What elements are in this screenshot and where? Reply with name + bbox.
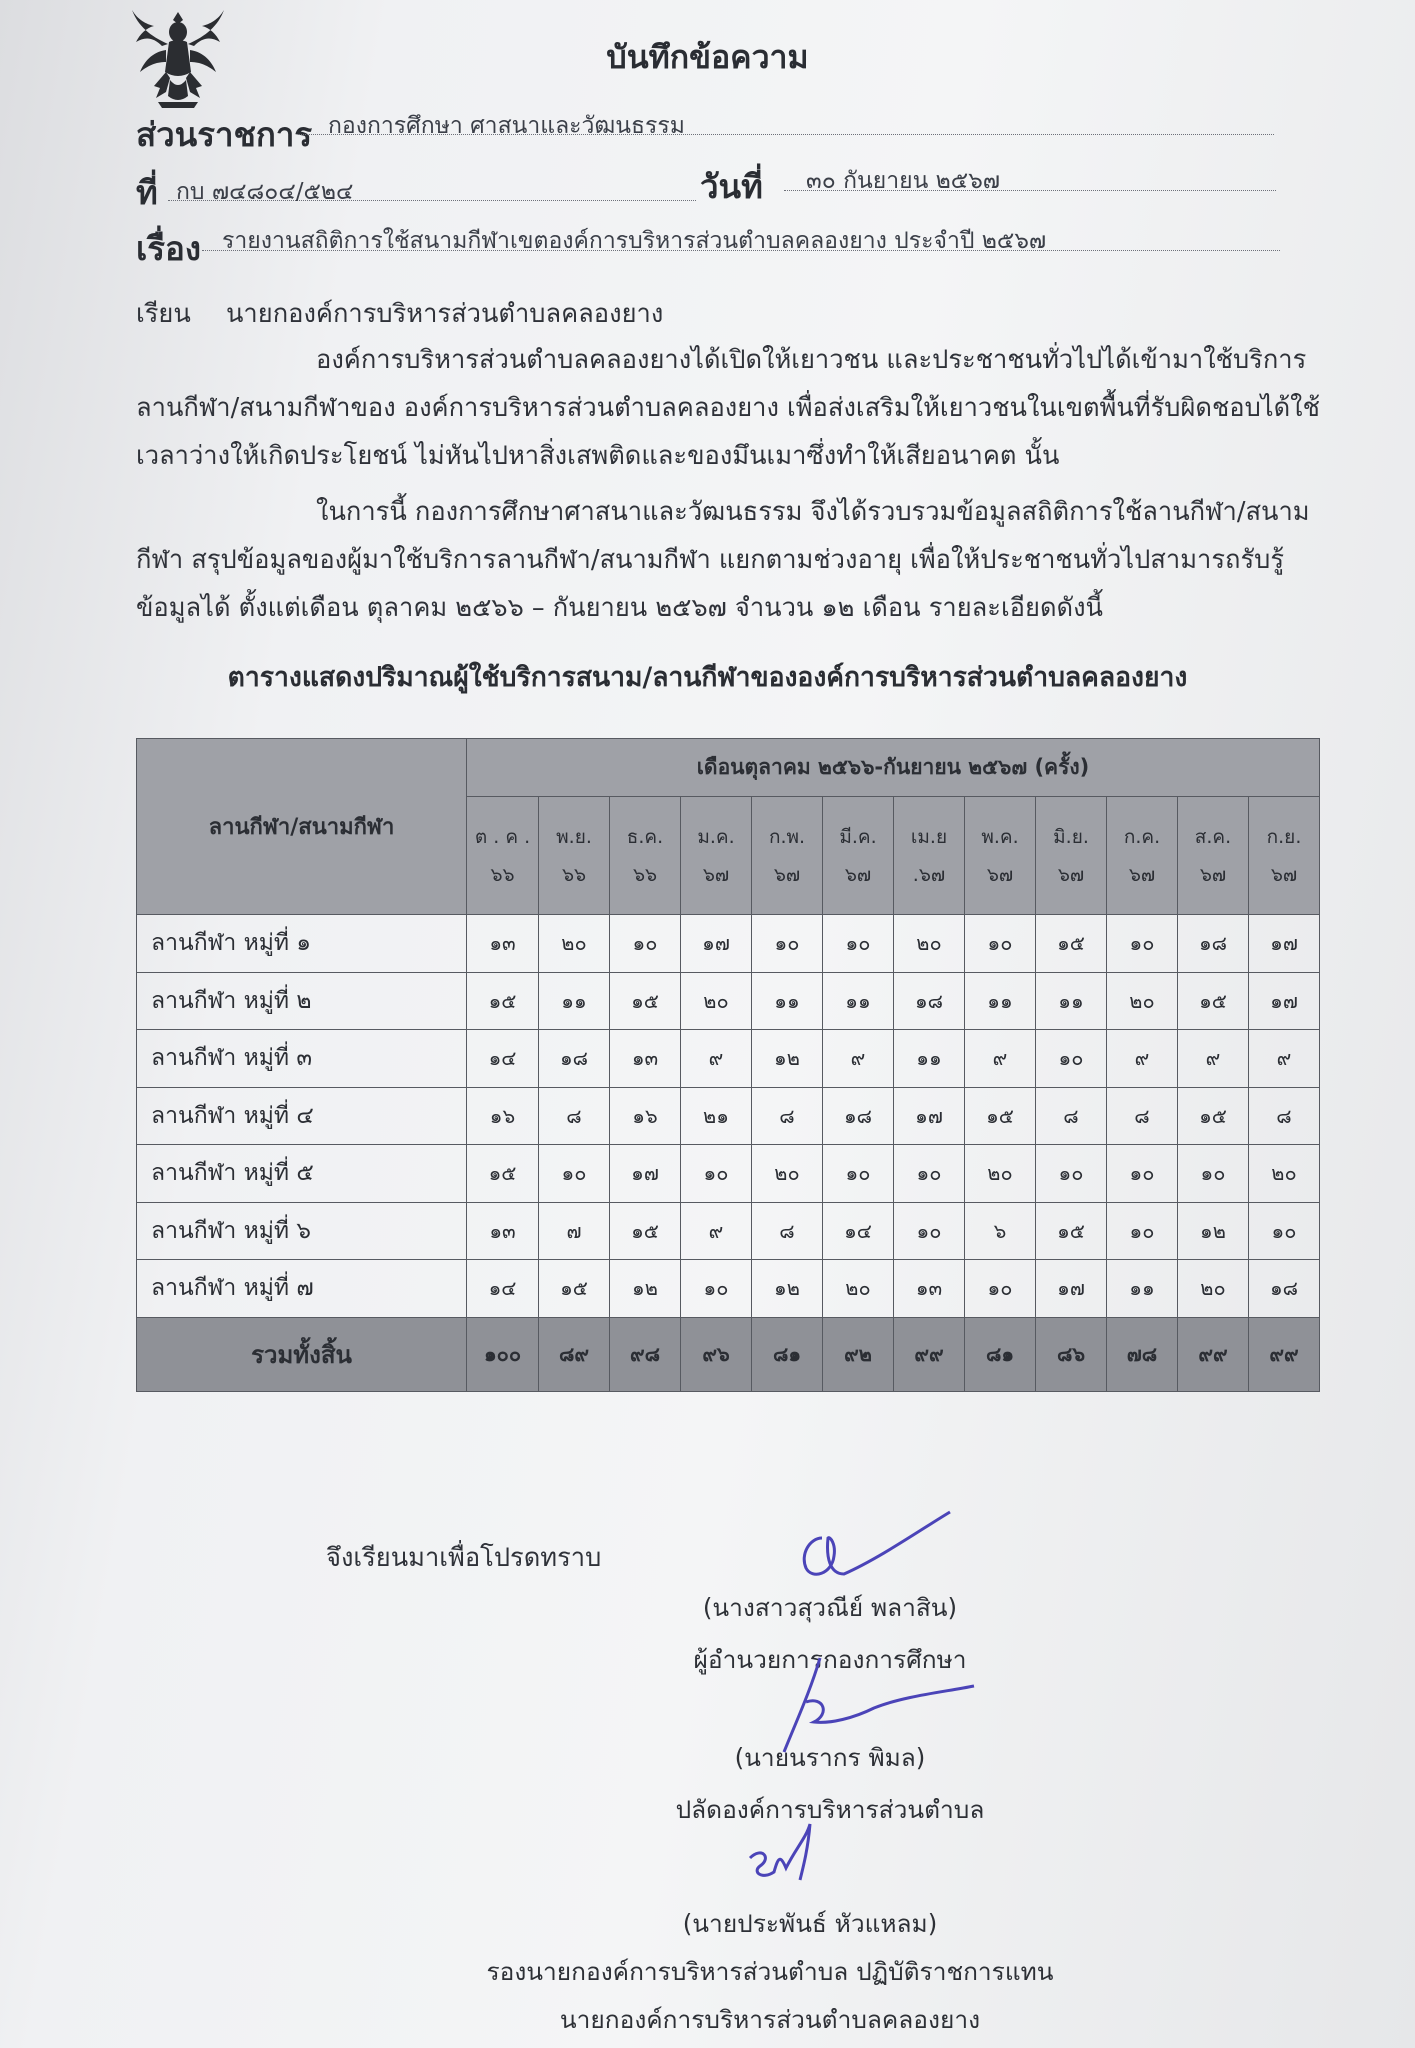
paragraph-1-line-2: ลานกีฬา/สนามกีฬาของ องค์การบริหารส่วนตำบลคลองยาง เพื่อส่งเสริมให้เยาวชนในเขตพื้นที่รับผิดชอบได้ใช้ xyxy=(136,393,1320,423)
total-label: รวมทั้งสิ้น xyxy=(137,1317,467,1391)
usage-count-cell: ๑๕ xyxy=(965,1087,1036,1145)
total-row xyxy=(137,1317,1320,1391)
usage-statistics-table xyxy=(136,738,1320,1392)
usage-count-cell: ๒๐ xyxy=(1178,1260,1249,1318)
usage-count-cell: ๑๓ xyxy=(610,1030,681,1088)
month-header xyxy=(1249,797,1320,915)
period-header: เดือนตุลาคม ๒๕๖๖-กันยายน ๒๕๖๗ (ครั้ง) xyxy=(467,739,1320,797)
usage-count-cell: ๑๑ xyxy=(1107,1260,1178,1318)
usage-count-cell: ๘ xyxy=(1249,1087,1320,1145)
venue-name: ลานกีฬา หมู่ที่ ๕ xyxy=(137,1145,467,1203)
memo-subject: รายงานสถิติการใช้สนามกีฬาเขตองค์การบริหารส่วนตำบลคลองยาง ประจำปี ๒๕๖๗ xyxy=(222,228,1047,254)
total-cell: ๘๑ xyxy=(965,1317,1036,1391)
month-year: ๖๗ xyxy=(844,863,872,886)
usage-count-cell: ๑๗ xyxy=(894,1087,965,1145)
venue-name: ลานกีฬา หมู่ที่ ๖ xyxy=(137,1202,467,1260)
signer-1-name: (นางสาวสุวณีย์ พลาสิน) xyxy=(702,1593,958,1622)
usage-count-cell: ๘ xyxy=(1107,1087,1178,1145)
usage-count-cell: ๘ xyxy=(752,1202,823,1260)
usage-count-cell: ๙ xyxy=(823,1030,894,1088)
reference-number: กบ ๗๔๘๐๔/๕๒๔ xyxy=(176,179,354,205)
usage-count-cell: ๙ xyxy=(1178,1030,1249,1088)
paragraph-1-line-3: เวลาว่างให้เกิดประโยชน์ ไม่หันไปหาสิ่งเสพติดและของมึนเมาซึ่งทำให้เสียอนาคต นั้น xyxy=(136,441,1060,471)
month-label: มิ.ย. xyxy=(1053,825,1089,848)
month-label: เม.ย xyxy=(910,825,948,848)
month-year: .๖๗ xyxy=(912,863,946,886)
month-year: ๖๗ xyxy=(773,863,801,886)
signer-2-name: (นายนรากร พิมล) xyxy=(734,1743,926,1772)
venue-name: ลานกีฬา หมู่ที่ ๑ xyxy=(137,915,467,973)
usage-count-cell: ๑๐ xyxy=(539,1145,610,1203)
usage-count-cell: ๑๐ xyxy=(1107,915,1178,973)
usage-count-cell: ๑๐ xyxy=(1036,1145,1107,1203)
usage-count-cell: ๑๑ xyxy=(823,972,894,1030)
usage-count-cell: ๑๐ xyxy=(1249,1202,1320,1260)
month-label: พ.ค. xyxy=(981,825,1019,848)
usage-count-cell: ๒๐ xyxy=(823,1260,894,1318)
table-row xyxy=(137,1030,1320,1088)
usage-count-cell: ๑๔ xyxy=(467,1030,539,1088)
month-label: ส.ค. xyxy=(1194,825,1232,848)
usage-count-cell: ๑๗ xyxy=(1249,915,1320,973)
usage-count-cell: ๖ xyxy=(965,1202,1036,1260)
usage-count-cell: ๑๓ xyxy=(467,1202,539,1260)
usage-count-cell: ๑๘ xyxy=(1249,1260,1320,1318)
usage-count-cell: ๑๗ xyxy=(1036,1260,1107,1318)
month-year: ๖๖ xyxy=(490,863,515,886)
month-year: ๖๗ xyxy=(1057,863,1085,886)
usage-count-cell: ๑๓ xyxy=(467,915,539,973)
month-year: ๖๗ xyxy=(702,863,730,886)
usage-count-cell: ๘ xyxy=(752,1087,823,1145)
usage-count-cell: ๑๐ xyxy=(823,1145,894,1203)
usage-count-cell: ๑๐ xyxy=(894,1202,965,1260)
memo-date: ๓๐ กันยายน ๒๕๖๗ xyxy=(806,168,1001,194)
month-year: ๖๗ xyxy=(986,863,1014,886)
month-label: ม.ค. xyxy=(697,825,735,848)
usage-count-cell: ๘ xyxy=(539,1087,610,1145)
usage-count-cell: ๙ xyxy=(681,1202,752,1260)
month-header xyxy=(823,797,894,915)
reference-label: ที่ xyxy=(136,173,158,212)
signature-1-icon xyxy=(770,1508,970,1588)
total-cell: ๘๑ xyxy=(752,1317,823,1391)
usage-count-cell: ๑๕ xyxy=(1036,915,1107,973)
usage-count-cell: ๑๐ xyxy=(752,915,823,973)
month-label: ต . ค . xyxy=(474,825,531,848)
venue-column-header: ลานกีฬา/สนามกีฬา xyxy=(137,739,467,915)
table-row xyxy=(137,915,1320,973)
table-row xyxy=(137,1087,1320,1145)
usage-count-cell: ๑๑ xyxy=(965,972,1036,1030)
usage-count-cell: ๑๑ xyxy=(1036,972,1107,1030)
total-cell: ๙๒ xyxy=(823,1317,894,1391)
agency-label: ส่วนราชการ xyxy=(136,115,313,154)
month-header xyxy=(752,797,823,915)
table-row xyxy=(137,1145,1320,1203)
signer-3-position-line-2: นายกองค์การบริหารส่วนตำบลคลองยาง xyxy=(559,2005,981,2034)
usage-count-cell: ๑๘ xyxy=(539,1030,610,1088)
signer-1-position: ผู้อำนวยการกองการศึกษา xyxy=(693,1645,967,1674)
total-cell: ๙๙ xyxy=(1249,1317,1320,1391)
usage-count-cell: ๑๕ xyxy=(1178,972,1249,1030)
subject-label: เรื่อง xyxy=(136,229,201,268)
usage-count-cell: ๑๘ xyxy=(894,972,965,1030)
total-cell: ๘๙ xyxy=(539,1317,610,1391)
usage-count-cell: ๙ xyxy=(681,1030,752,1088)
usage-count-cell: ๑๐ xyxy=(681,1145,752,1203)
total-cell: ๙๖ xyxy=(681,1317,752,1391)
month-header xyxy=(1036,797,1107,915)
closing-text: จึงเรียนมาเพื่อโปรดทราบ xyxy=(326,1543,602,1573)
agency-value: กองการศึกษา ศาสนาและวัฒนธรรม xyxy=(328,113,685,139)
month-year: ๖๗ xyxy=(1128,863,1156,886)
usage-count-cell: ๑๐ xyxy=(965,915,1036,973)
usage-count-cell: ๑๔ xyxy=(467,1260,539,1318)
usage-count-cell: ๑๐ xyxy=(1036,1030,1107,1088)
month-year: ๖๖ xyxy=(632,863,658,886)
table-row xyxy=(137,1202,1320,1260)
month-header xyxy=(539,797,610,915)
date-label: วันที่ xyxy=(700,167,763,206)
usage-count-cell: ๑๗ xyxy=(681,915,752,973)
usage-count-cell: ๙ xyxy=(965,1030,1036,1088)
usage-count-cell: ๑๕ xyxy=(610,1202,681,1260)
month-label: มี.ค. xyxy=(839,825,877,848)
usage-count-cell: ๑๑ xyxy=(752,972,823,1030)
usage-count-cell: ๑๐ xyxy=(610,915,681,973)
venue-name: ลานกีฬา หมู่ที่ ๒ xyxy=(137,972,467,1030)
month-label: ธ.ค. xyxy=(626,825,664,848)
paragraph-2-line-2: กีฬา สรุปข้อมูลของผู้มาใช้บริการลานกีฬา/สนามกีฬา แยกตามช่วงอายุ เพื่อให้ประชาชนทั่วไปสามารถรับรู้ xyxy=(136,545,1285,575)
recipient: นายกองค์การบริหารส่วนตำบลคลองยาง xyxy=(226,299,664,329)
usage-count-cell: ๒๐ xyxy=(1107,972,1178,1030)
usage-count-cell: ๒๐ xyxy=(965,1145,1036,1203)
month-header xyxy=(965,797,1036,915)
usage-count-cell: ๑๕ xyxy=(1178,1087,1249,1145)
usage-count-cell: ๑๘ xyxy=(1178,915,1249,973)
usage-count-cell: ๑๐ xyxy=(1178,1145,1249,1203)
month-year: ๖๖ xyxy=(561,863,587,886)
total-cell: ๗๘ xyxy=(1107,1317,1178,1391)
usage-count-cell: ๙ xyxy=(1107,1030,1178,1088)
total-cell: ๙๙ xyxy=(1178,1317,1249,1391)
usage-count-cell: ๑๐ xyxy=(965,1260,1036,1318)
signer-3-name: (นายประพันธ์ หัวแหลม) xyxy=(682,1909,938,1938)
usage-count-cell: ๑๗ xyxy=(610,1145,681,1203)
venue-name: ลานกีฬา หมู่ที่ ๓ xyxy=(137,1030,467,1088)
usage-count-cell: ๑๕ xyxy=(539,1260,610,1318)
total-cell: ๙๘ xyxy=(610,1317,681,1391)
month-header xyxy=(610,797,681,915)
usage-count-cell: ๑๕ xyxy=(467,1145,539,1203)
usage-count-cell: ๑๗ xyxy=(1249,972,1320,1030)
month-header xyxy=(894,797,965,915)
usage-count-cell: ๑๖ xyxy=(467,1087,539,1145)
table-row xyxy=(137,972,1320,1030)
signer-3-position-line-1: รองนายกองค์การบริหารส่วนตำบล ปฏิบัติราชการแทน xyxy=(486,1957,1054,1986)
usage-count-cell: ๒๐ xyxy=(752,1145,823,1203)
month-year: ๖๗ xyxy=(1199,863,1227,886)
month-header xyxy=(467,797,539,915)
usage-count-cell: ๑๕ xyxy=(1036,1202,1107,1260)
total-cell: ๘๖ xyxy=(1036,1317,1107,1391)
table-body xyxy=(137,915,1320,1318)
usage-count-cell: ๙ xyxy=(1249,1030,1320,1088)
salutation-label: เรียน xyxy=(136,299,191,329)
paragraph-2-line-1: ในการนี้ กองการศึกษาศาสนาและวัฒนธรรม จึงได้รวบรวมข้อมูลสถิติการใช้ลานกีฬา/สนาม xyxy=(316,497,1310,527)
usage-count-cell: ๒๐ xyxy=(539,915,610,973)
table-caption: ตารางแสดงปริมาณผู้ใช้บริการสนาม/ลานกีฬาขององค์การบริหารส่วนตำบลคลองยาง xyxy=(227,662,1188,693)
usage-count-cell: ๑๑ xyxy=(539,972,610,1030)
venue-name: ลานกีฬา หมู่ที่ ๗ xyxy=(137,1260,467,1318)
usage-count-cell: ๑๐ xyxy=(1107,1145,1178,1203)
month-year: ๖๗ xyxy=(1270,863,1298,886)
usage-count-cell: ๑๐ xyxy=(1107,1202,1178,1260)
usage-count-cell: ๑๒ xyxy=(1178,1202,1249,1260)
usage-count-cell: ๑๓ xyxy=(894,1260,965,1318)
month-header xyxy=(1178,797,1249,915)
month-header xyxy=(1107,797,1178,915)
month-label: ก.พ. xyxy=(768,825,806,848)
table-row xyxy=(137,1260,1320,1318)
signer-2-position: ปลัดองค์การบริหารส่วนตำบล xyxy=(675,1795,985,1824)
usage-count-cell: ๒๐ xyxy=(894,915,965,973)
usage-count-cell: ๑๐ xyxy=(681,1260,752,1318)
usage-count-cell: ๑๒ xyxy=(752,1260,823,1318)
month-label: ก.ย. xyxy=(1266,825,1302,848)
usage-count-cell: ๑๑ xyxy=(894,1030,965,1088)
month-label: ก.ค. xyxy=(1123,825,1161,848)
paragraph-1-line-1: องค์การบริหารส่วนตำบลคลองยางได้เปิดให้เยาวชน และประชาชนทั่วไปได้เข้ามาใช้บริการ xyxy=(316,345,1307,375)
usage-count-cell: ๑๐ xyxy=(894,1145,965,1203)
usage-count-cell: ๑๔ xyxy=(823,1202,894,1260)
usage-count-cell: ๗ xyxy=(539,1202,610,1260)
usage-count-cell: ๑๘ xyxy=(823,1087,894,1145)
usage-count-cell: ๒๑ xyxy=(681,1087,752,1145)
signature-3-icon xyxy=(738,1818,848,1888)
memo-title: บันทึกข้อความ xyxy=(606,38,809,76)
usage-count-cell: ๒๐ xyxy=(681,972,752,1030)
month-header xyxy=(681,797,752,915)
month-label: พ.ย. xyxy=(556,825,592,848)
usage-count-cell: ๒๐ xyxy=(1249,1145,1320,1203)
venue-name: ลานกีฬา หมู่ที่ ๔ xyxy=(137,1087,467,1145)
usage-count-cell: ๘ xyxy=(1036,1087,1107,1145)
usage-count-cell: ๑๕ xyxy=(610,972,681,1030)
usage-count-cell: ๑๒ xyxy=(610,1260,681,1318)
usage-count-cell: ๑๖ xyxy=(610,1087,681,1145)
usage-count-cell: ๑๒ xyxy=(752,1030,823,1088)
total-cell: ๙๙ xyxy=(894,1317,965,1391)
usage-count-cell: ๑๐ xyxy=(823,915,894,973)
usage-count-cell: ๑๕ xyxy=(467,972,539,1030)
paragraph-2-line-3: ข้อมูลได้ ตั้งแต่เดือน ตุลาคม ๒๕๖๖ – กันยายน ๒๕๖๗ จำนวน ๑๒ เดือน รายละเอียดดังนี้ xyxy=(136,593,1103,623)
total-cell: ๑๐๐ xyxy=(467,1317,539,1391)
